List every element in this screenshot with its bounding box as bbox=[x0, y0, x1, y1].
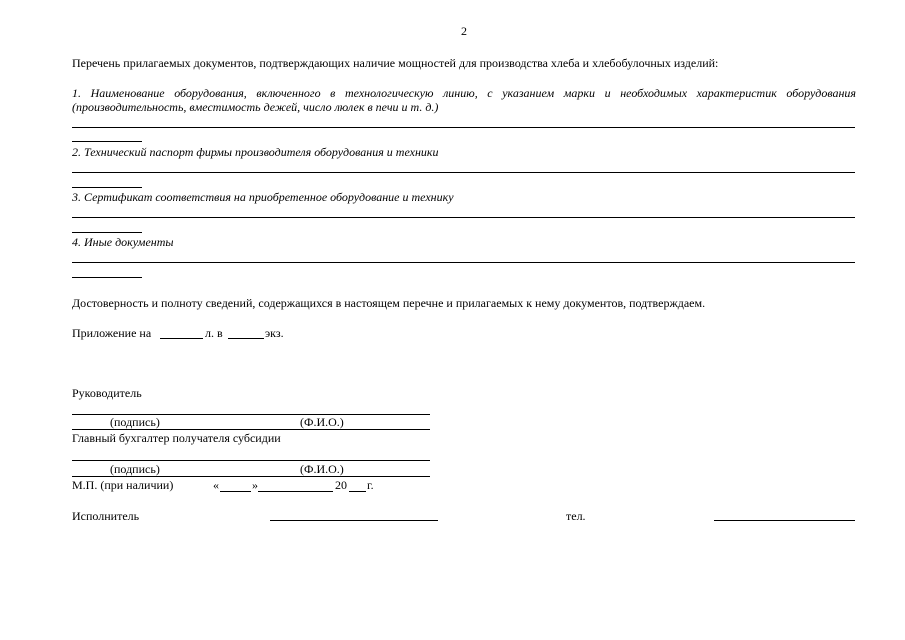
head-name-hint: (Ф.И.О.) bbox=[300, 415, 344, 429]
date-open-quote: « bbox=[213, 478, 219, 492]
date-year-field[interactable] bbox=[349, 491, 366, 492]
item-1-fill-line[interactable] bbox=[72, 127, 855, 128]
date-year-prefix: 20 bbox=[335, 478, 347, 492]
item-3-short-line bbox=[72, 232, 142, 233]
accountant-name-hint: (Ф.И.О.) bbox=[300, 462, 344, 476]
appendix-sheets-suffix: л. в bbox=[205, 326, 223, 340]
phone-field[interactable] bbox=[714, 520, 855, 521]
appendix-copies-field[interactable] bbox=[228, 338, 264, 339]
item-4-short-line bbox=[72, 277, 142, 278]
item-2-text: 2. Технический паспорт фирмы производителя оборудования и техники bbox=[72, 145, 439, 159]
document-heading: Перечень прилагаемых документов, подтверждающих наличие мощностей для производства хлеба и хлебобулочных изделий: bbox=[72, 56, 719, 70]
date-close-quote: » bbox=[252, 478, 258, 492]
item-1-short-line bbox=[72, 141, 142, 142]
item-2-fill-line[interactable] bbox=[72, 172, 855, 173]
date-month-field[interactable] bbox=[258, 491, 333, 492]
accountant-hint-underline bbox=[72, 476, 430, 477]
item-4-fill-line[interactable] bbox=[72, 262, 855, 263]
executor-label: Исполнитель bbox=[72, 509, 140, 523]
appendix-copies-suffix: экз. bbox=[265, 326, 284, 340]
date-day-field[interactable] bbox=[220, 491, 251, 492]
item-4-text: 4. Иные документы bbox=[72, 235, 174, 249]
phone-label: тел. bbox=[566, 509, 586, 523]
item-3-text: 3. Сертификат соответствия на приобретенное оборудование и технику bbox=[72, 190, 454, 204]
stamp-label: М.П. (при наличии) bbox=[72, 478, 174, 492]
accountant-label: Главный бухгалтер получателя субсидии bbox=[72, 431, 281, 445]
head-label: Руководитель bbox=[72, 386, 142, 400]
appendix-sheets-field[interactable] bbox=[160, 338, 203, 339]
item-2-short-line bbox=[72, 187, 142, 188]
accountant-signature-line[interactable] bbox=[72, 460, 430, 461]
item-3-fill-line[interactable] bbox=[72, 217, 855, 218]
head-signature-hint: (подпись) bbox=[110, 415, 160, 429]
head-hint-underline bbox=[72, 429, 430, 430]
page-number: 2 bbox=[461, 24, 467, 38]
date-year-suffix: г. bbox=[367, 478, 374, 492]
item-1-line-2: (производительность, вместимость дежей, число люлек в печи и т. д.) bbox=[72, 100, 439, 114]
confirmation-text: Достоверность и полноту сведений, содержащихся в настоящем перечне и прилагаемых к нему документов, подтверждаем. bbox=[72, 296, 706, 310]
accountant-signature-hint: (подпись) bbox=[110, 462, 160, 476]
appendix-prefix: Приложение на bbox=[72, 326, 152, 340]
item-1-line-1: 1. Наименование оборудования, включенного в технологическую линию, с указанием марки и необходимых характеристик оборудования bbox=[72, 86, 856, 100]
executor-name-field[interactable] bbox=[270, 520, 438, 521]
